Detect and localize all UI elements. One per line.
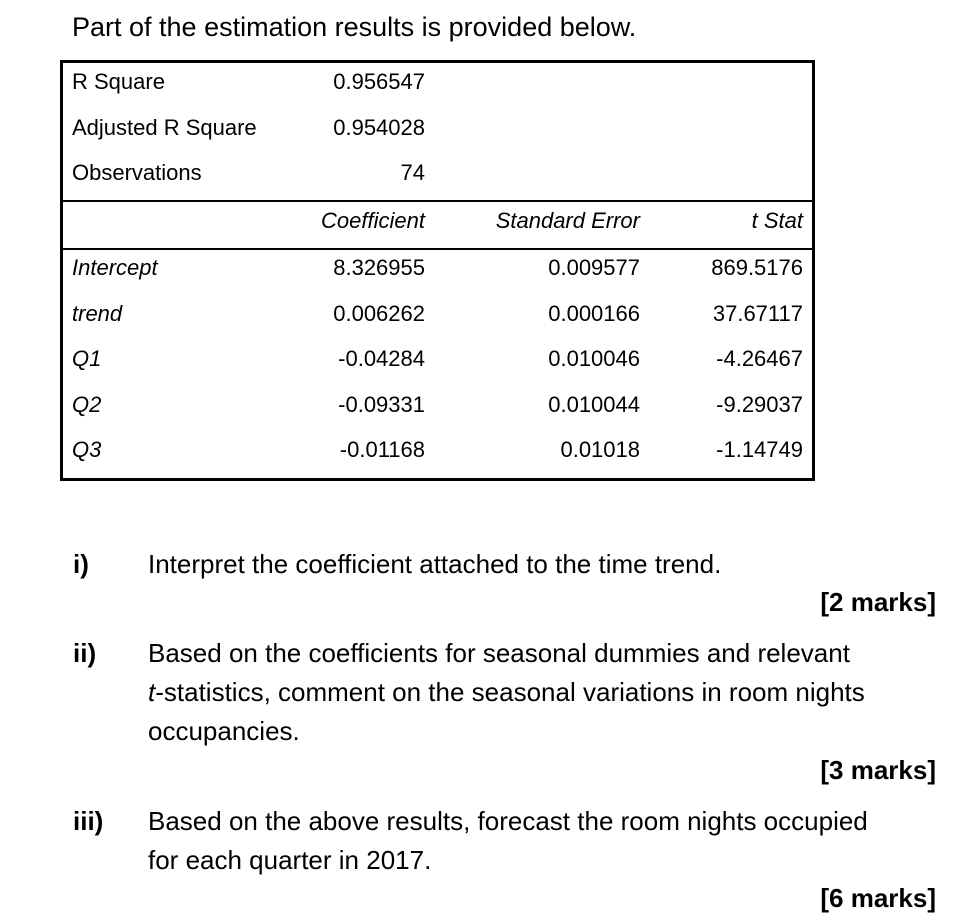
observations-label: Observations (72, 160, 202, 185)
row-name: Q2 (72, 392, 102, 417)
row-name: Q3 (72, 437, 102, 462)
header-coefficient: Coefficient (321, 208, 425, 233)
intro-text: Part of the estimation results is provided below. (72, 12, 637, 42)
question-number: i) (73, 549, 89, 579)
observations-value: 74 (400, 160, 425, 185)
row-standard-error: 0.000166 (548, 301, 640, 326)
row-t-stat: -9.29037 (716, 392, 803, 417)
question-text (148, 545, 948, 584)
row-t-stat: 37.67117 (712, 301, 803, 326)
marks-label: [6 marks] (820, 883, 936, 913)
table-divider (63, 200, 812, 202)
question-number: iii) (73, 806, 104, 836)
header-divider (63, 248, 812, 250)
question-line: occupancies. (148, 716, 300, 746)
row-coefficient: -0.01168 (339, 437, 425, 462)
r-square-label: R Square (72, 69, 165, 94)
question-line-rest: -statistics, comment on the seasonal variations in room nights (155, 677, 865, 707)
question-line: Based on the coefficients for seasonal dummies and relevant (148, 638, 850, 668)
question-line: Interpret the coefficient attached to the time trend. (148, 549, 722, 579)
row-coefficient: -0.09331 (338, 392, 425, 417)
row-t-stat: 869.5176 (711, 255, 803, 280)
r-square-value: 0.956547 (333, 69, 425, 94)
row-t-stat: -1.14749 (716, 437, 803, 462)
row-standard-error: 0.010046 (548, 346, 640, 371)
marks-label: [3 marks] (820, 755, 936, 785)
marks-label: [2 marks] (820, 587, 936, 617)
question-text (148, 802, 948, 880)
row-standard-error: 0.010044 (548, 392, 640, 417)
row-name: Q1 (72, 346, 102, 371)
row-name: Intercept (72, 255, 158, 280)
question-number: ii) (73, 638, 97, 668)
row-coefficient: -0.04284 (338, 346, 425, 371)
row-coefficient: 8.326955 (333, 255, 425, 280)
row-coefficient: 0.006262 (333, 301, 425, 326)
question-text (148, 634, 948, 751)
header-t-stat: t Stat (751, 208, 803, 233)
row-name: trend (72, 301, 123, 326)
row-t-stat: -4.26467 (716, 346, 803, 371)
question-line: for each quarter in 2017. (148, 845, 432, 875)
regression-results-table (60, 60, 815, 481)
adj-r-square-label: Adjusted R Square (72, 115, 257, 140)
question-line (148, 673, 948, 712)
row-standard-error: 0.009577 (548, 255, 640, 280)
row-standard-error: 0.01018 (560, 437, 640, 462)
adj-r-square-value: 0.954028 (333, 115, 425, 140)
header-standard-error: Standard Error (495, 208, 640, 233)
question-line: Based on the above results, forecast the room nights occupied (148, 806, 868, 836)
italic-t: t (148, 677, 156, 707)
